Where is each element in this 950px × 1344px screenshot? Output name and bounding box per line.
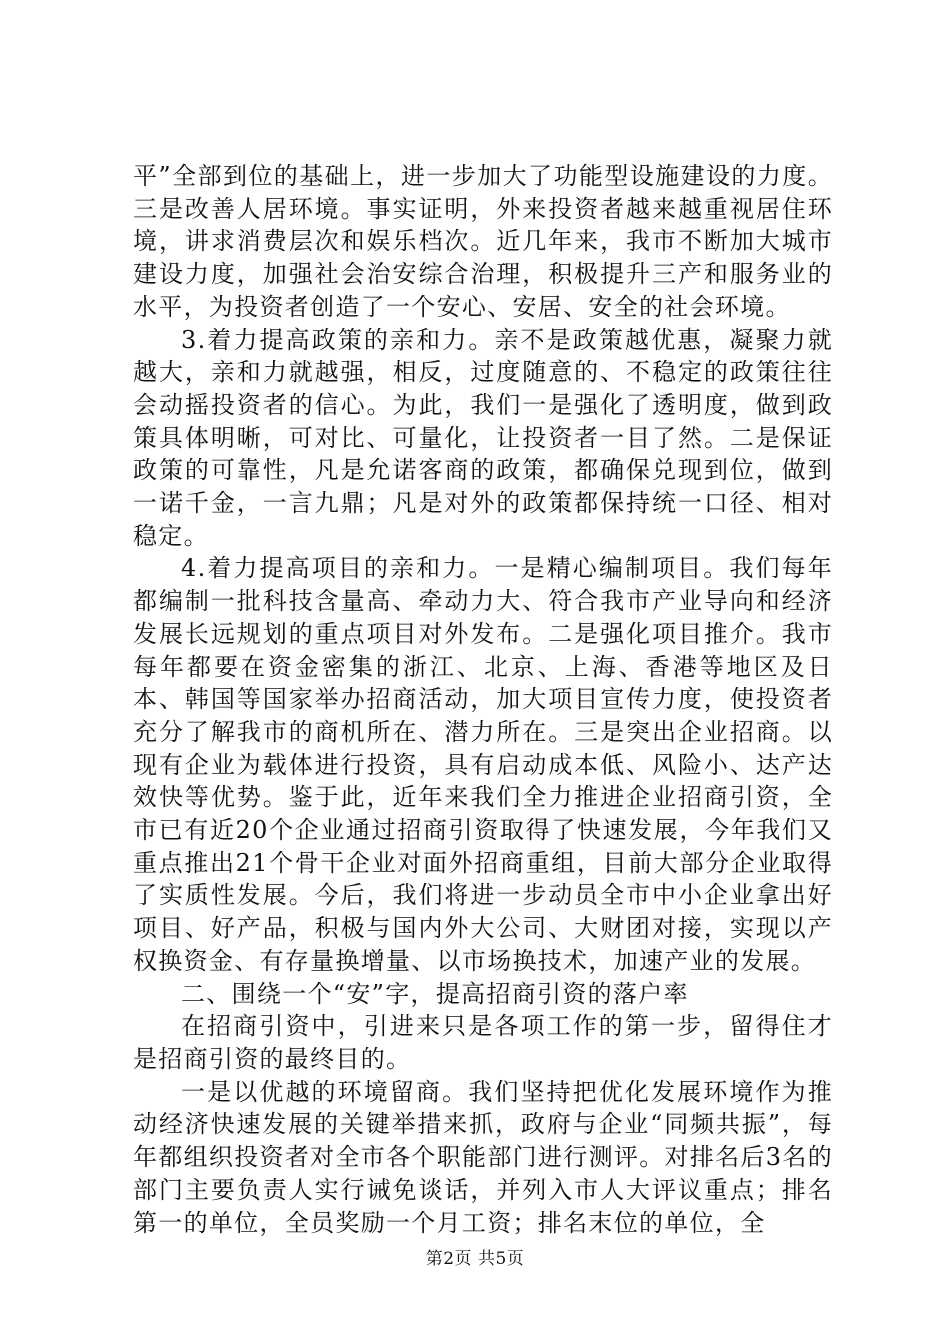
paragraph: 3.着力提高政策的亲和力。亲不是政策越优惠，凝聚力就越大，亲和力就越强，相反，过度随意的、不稳定的政策往往会动摇投资者的信心。为此，我们一是强化了透明度，做到政策具体明晰，可对比、可量化，让投资者一目了然。二是保证政策的可靠性，凡是允诺客商的政策，都确保兑现到位，做到一诺千金，一言九鼎；凡是对外的政策都保持统一口径、相对稳定。 (133, 325, 833, 550)
paragraph: 平”全部到位的基础上，进一步加大了功能型设施建设的力度。三是改善人居环境。事实证明，外来投资者越来越重视居住环境，讲求消费层次和娱乐档次。近几年来，我市不断加大城市建设力度，加强社会治安综合治理，积极提升三产和服务业的水平，为投资者创造了一个安心、安居、安全的社会环境。 (133, 162, 833, 321)
paragraph: 一是以优越的环境留商。我们坚持把优化发展环境作为推动经济快速发展的关键举措来抓，政府与企业“同频共振”，每年都组织投资者对全市各个职能部门进行测评。对排名后3名的部门主要负责人实行诫免谈话，并列入市人大评议重点；排名第一的单位，全员奖励一个月工资；排名末位的单位，全 (133, 1077, 833, 1237)
document-body (133, 160, 833, 1239)
page-footer: 第2页 共5页 (425, 1249, 525, 1269)
paragraph: 4.着力提高项目的亲和力。一是精心编制项目。我们每年都编制一批科技含量高、牵动力大、符合我市产业导向和经济发展长远规划的重点项目对外发布。二是强化项目推介。我市每年都要在资金密集的浙江、北京、上海、香港等地区及日本、韩国等国家举办招商活动，加大项目宣传力度，使投资者充分了解我市的商机所在、潜力所在。三是突出企业招商。以现有企业为载体进行投资，具有启动成本低、风险小、达产达效快等优势。鉴于此，近年来我们全力推进企业招商引资，全市已有近20个企业通过招商引资取得了快速发展，今年我们又重点推出21个骨干企业对面外招商重组，目前大部分企业取得了实质性发展。今后，我们将进一步动员全市中小企业拿出好项目、好产品，积极与国内外大公司、大财团对接，实现以产权换资金、有存量换增量、以市场换技术，加速产业的发展。 (133, 554, 833, 975)
paragraph: 在招商引资中，引进来只是各项工作的第一步，留得住才是招商引资的最终目的。 (133, 1012, 833, 1073)
section-heading: 二、围绕一个“安”字，提高招商引资的落户率 (181, 979, 689, 1008)
